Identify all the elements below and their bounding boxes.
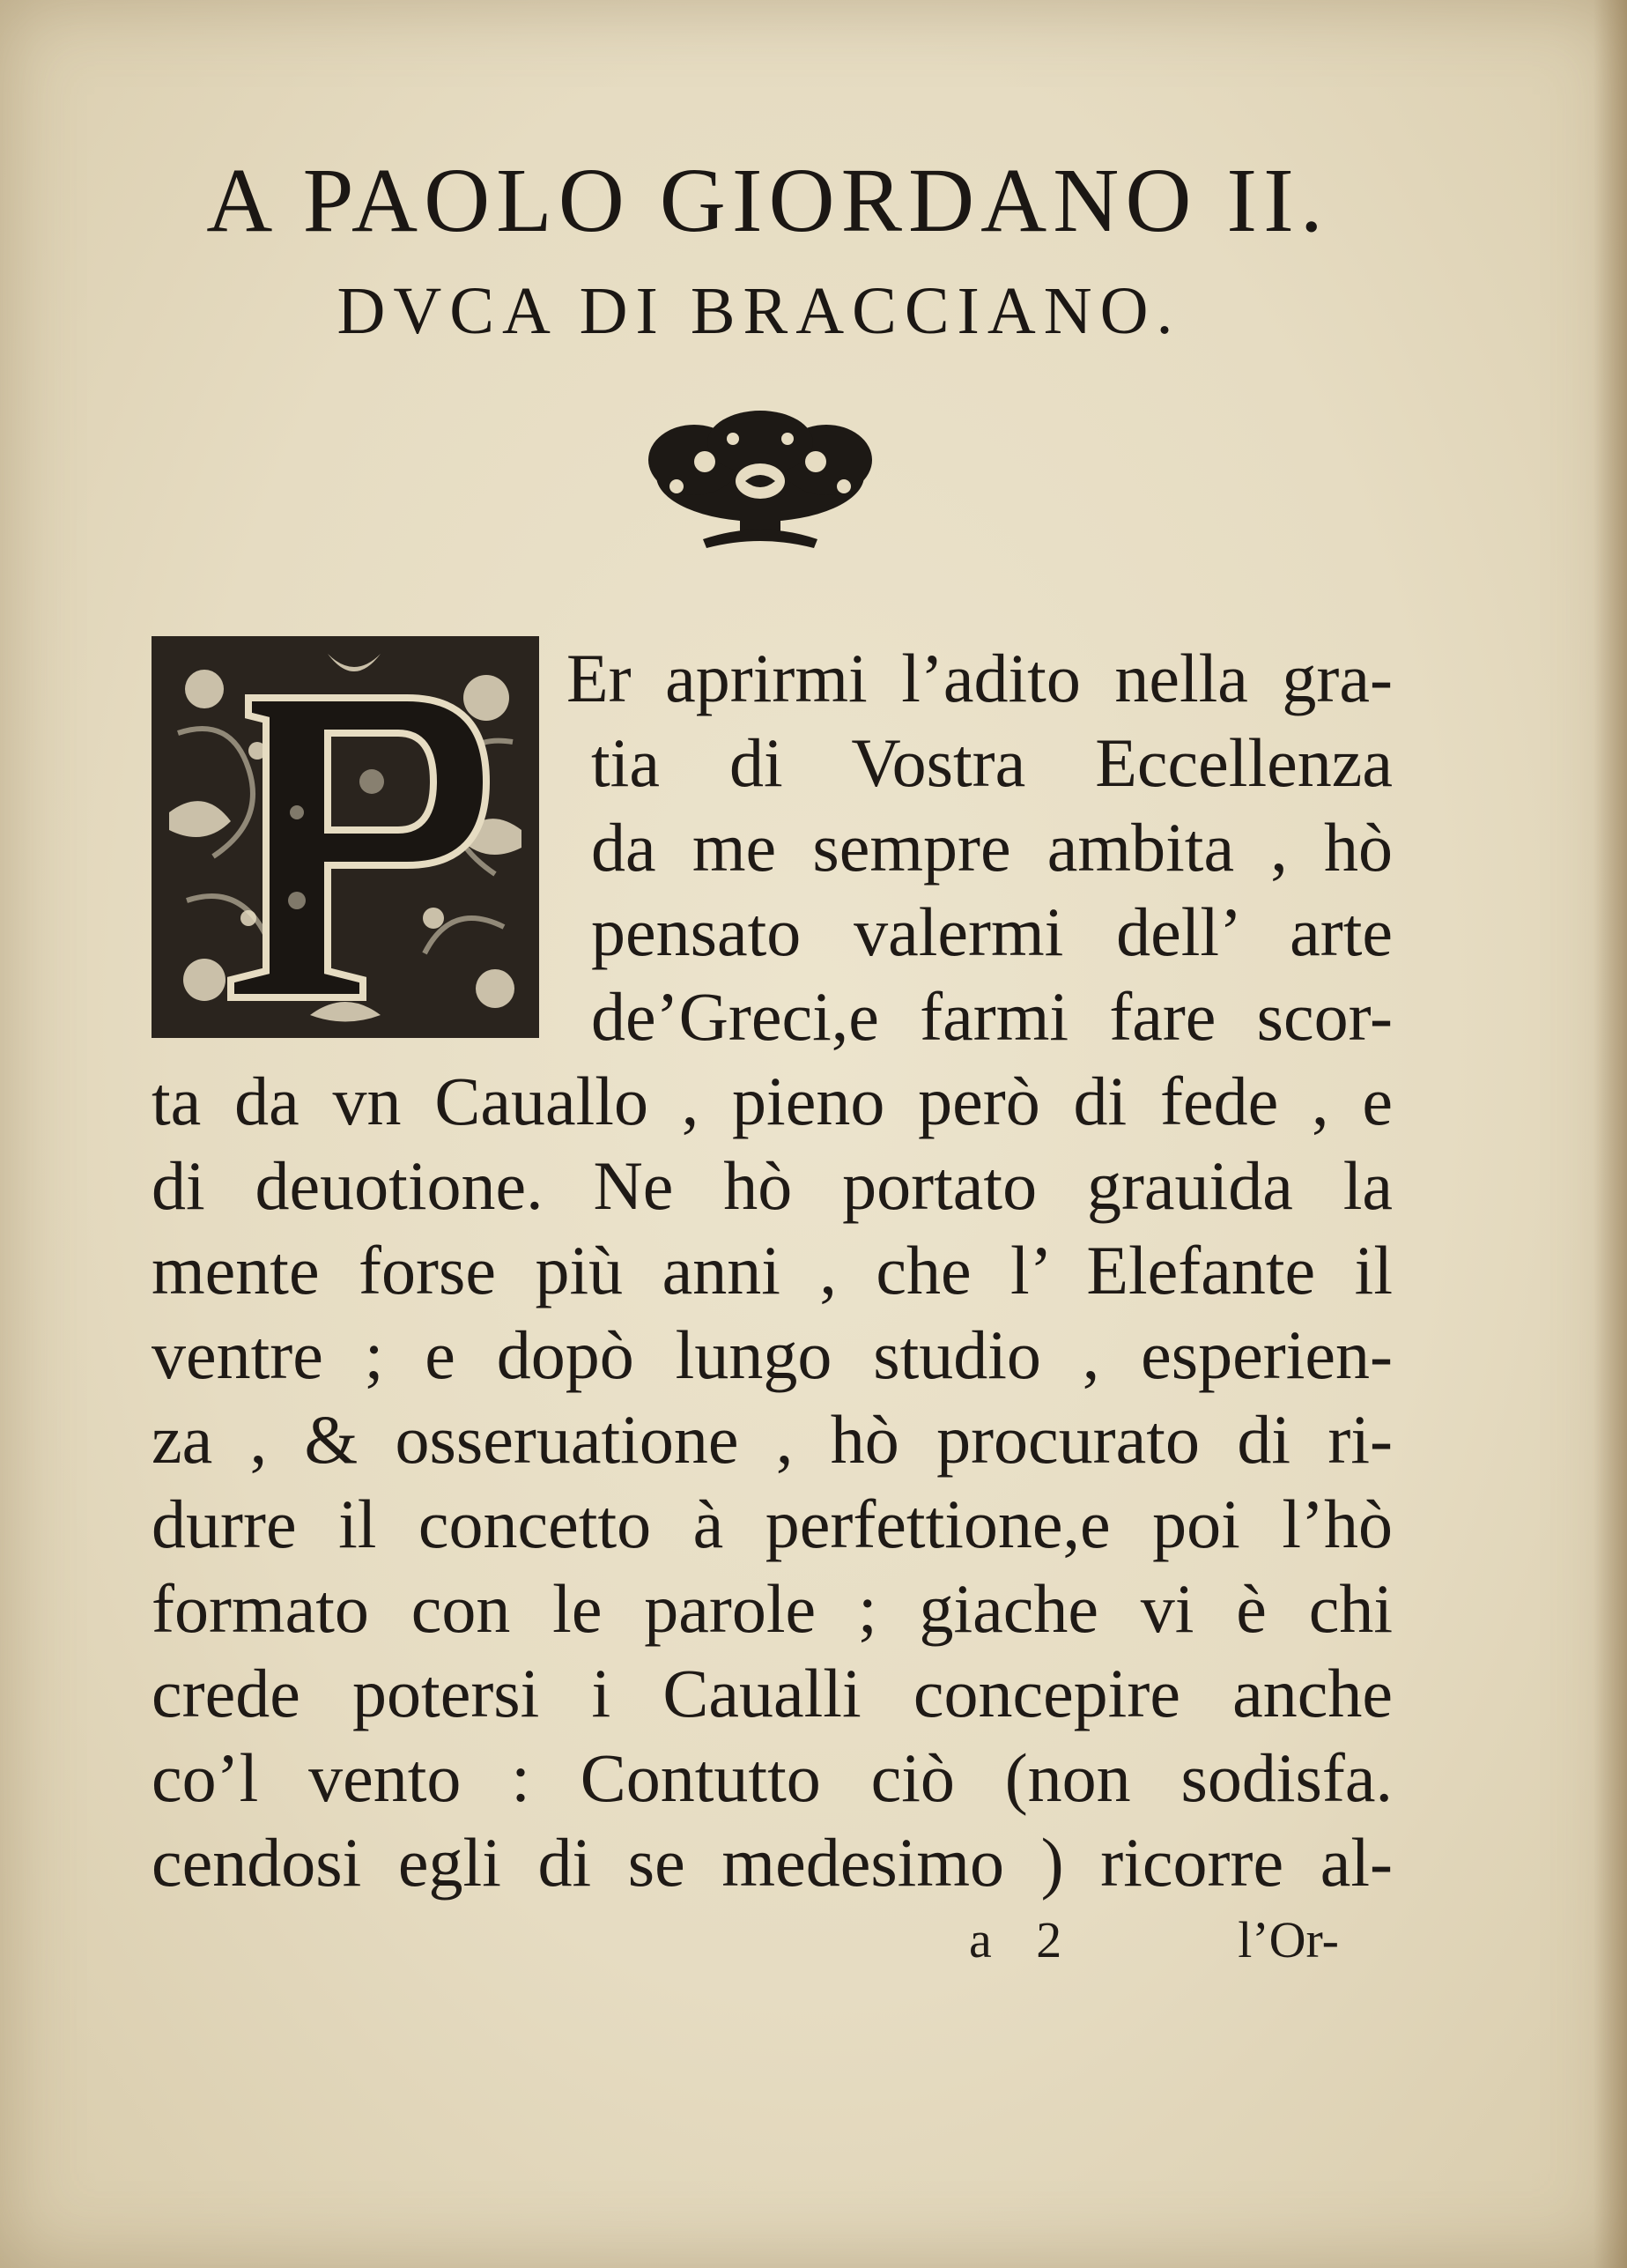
text-line: mente forse più anni , che l’ Elefante il	[152, 1232, 1393, 1308]
text-line: cendosi egli di se medesimo ) ricorre al-	[152, 1824, 1393, 1901]
text-line: tia di Vostra Eccellenza	[591, 724, 1393, 801]
signature-mark: a 2	[969, 1911, 1078, 1968]
text-line: ventre ; e dopò lungo studio , esperien-	[152, 1316, 1393, 1393]
page-edge-shadow	[1594, 0, 1627, 2268]
text-line: Er aprirmi l’adito nella gra-	[566, 640, 1393, 716]
text-line: de’Greci,e farmi fare scor-	[591, 978, 1393, 1055]
text-line: formato con le parole ; giache vi è chi	[152, 1570, 1393, 1647]
text-line: durre il concetto à perfettione,e poi l’hò	[152, 1486, 1393, 1562]
page-footer	[969, 1910, 1339, 1969]
heading-title: DVCA DI BRACCIANO.	[336, 274, 1181, 348]
decorated-initial-p-icon	[152, 636, 539, 1038]
body-text-full	[152, 1059, 1393, 1905]
catchword: l’Or-	[1238, 1911, 1339, 1968]
heading-dedicatee: A PAOLO GIORDANO II.	[206, 150, 1329, 251]
text-line: da me sempre ambita , hò	[591, 809, 1393, 886]
text-line: crede potersi i Caualli concepire anche	[152, 1655, 1393, 1731]
text-line: ta da vn Cauallo , pieno però di fede , e	[152, 1063, 1393, 1139]
body-text-indented	[566, 636, 1393, 1059]
floral-fleuron-icon	[641, 407, 879, 557]
text-line: pensato valermi dell’ arte	[591, 893, 1393, 970]
text-line: di deuotione. Ne hò portato grauida la	[152, 1147, 1393, 1224]
text-line: co’l vento : Contutto ciò (non sodisfa.	[152, 1739, 1393, 1816]
text-line: za , & osseruatione , hò procurato di ri-	[152, 1401, 1393, 1478]
